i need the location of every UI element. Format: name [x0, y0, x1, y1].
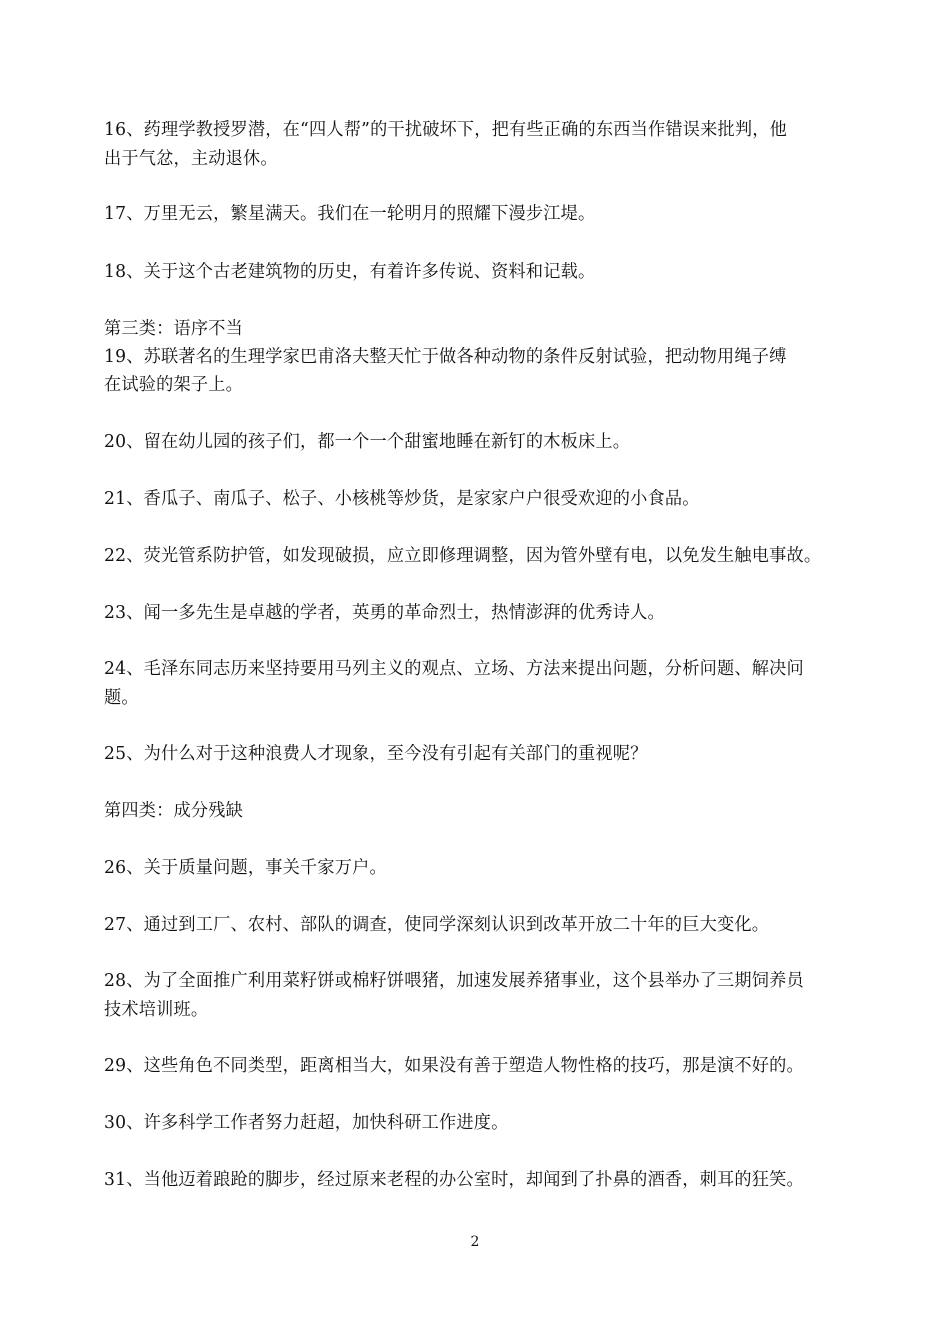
paragraph-16-line-2: 出于气忿，主动退休。	[104, 149, 278, 169]
section-heading-4: 第四类：成分残缺	[104, 801, 244, 821]
page-number: 2	[470, 1234, 480, 1250]
paragraph-24-line-1: 24、毛泽东同志历来坚持要用马列主义的观点、立场、方法来提出问题，分析问题、解决问	[104, 659, 804, 679]
paragraph-24-line-2: 题。	[104, 688, 139, 708]
paragraph-19-line-1: 19、苏联著名的生理学家巴甫洛夫整天忙于做各种动物的条件反射试验，把动物用绳子缚	[104, 347, 787, 367]
paragraph-22: 22、荧光管系防护管，如发现破损，应立即修理调整，因为管外壁有电，以免发生触电事故。	[104, 546, 822, 566]
paragraph-25: 25、为什么对于这种浪费人才现象，至今没有引起有关部门的重视呢？	[104, 744, 648, 764]
paragraph-23: 23、闻一多先生是卓越的学者，英勇的革命烈士，热情澎湃的优秀诗人。	[104, 603, 665, 623]
paragraph-29: 29、这些角色不同类型，距离相当大，如果没有善于塑造人物性格的技巧，那是演不好的。	[104, 1056, 804, 1076]
paragraph-28-line-1: 28、为了全面推广利用菜籽饼或棉籽饼喂猪，加速发展养猪事业，这个县举办了三期饲养员	[104, 971, 804, 991]
paragraph-17: 17、万里无云，繁星满天。我们在一轮明月的照耀下漫步江堤。	[104, 204, 596, 224]
section-heading-3: 第三类：语序不当	[104, 319, 244, 339]
paragraph-19-line-2: 在试验的架子上。	[104, 375, 244, 395]
paragraph-18: 18、关于这个古老建筑物的历史，有着许多传说、资料和记载。	[104, 262, 596, 282]
paragraph-21: 21、香瓜子、南瓜子、松子、小核桃等炒货，是家家户户很受欢迎的小食品。	[104, 489, 700, 509]
paragraph-20: 20、留在幼儿园的孩子们，都一个一个甜蜜地睡在新钉的木板床上。	[104, 432, 631, 452]
paragraph-28-line-2: 技术培训班。	[104, 1000, 209, 1020]
paragraph-27: 27、通过到工厂、农村、部队的调查，使同学深刻认识到改革开放二十年的巨大变化。	[104, 915, 770, 935]
paragraph-26: 26、关于质量问题，事关千家万户。	[104, 858, 387, 878]
paragraph-16-line-1: 16、药理学教授罗潜，在“四人帮”的干扰破坏下，把有些正确的东西当作错误来批判，他	[104, 120, 788, 140]
paragraph-31: 31、当他迈着踉跄的脚步，经过原来老程的办公室时，却闻到了扑鼻的酒香，刺耳的狂笑。	[104, 1170, 804, 1190]
paragraph-30: 30、许多科学工作者努力赶超，加快科研工作进度。	[104, 1113, 509, 1133]
